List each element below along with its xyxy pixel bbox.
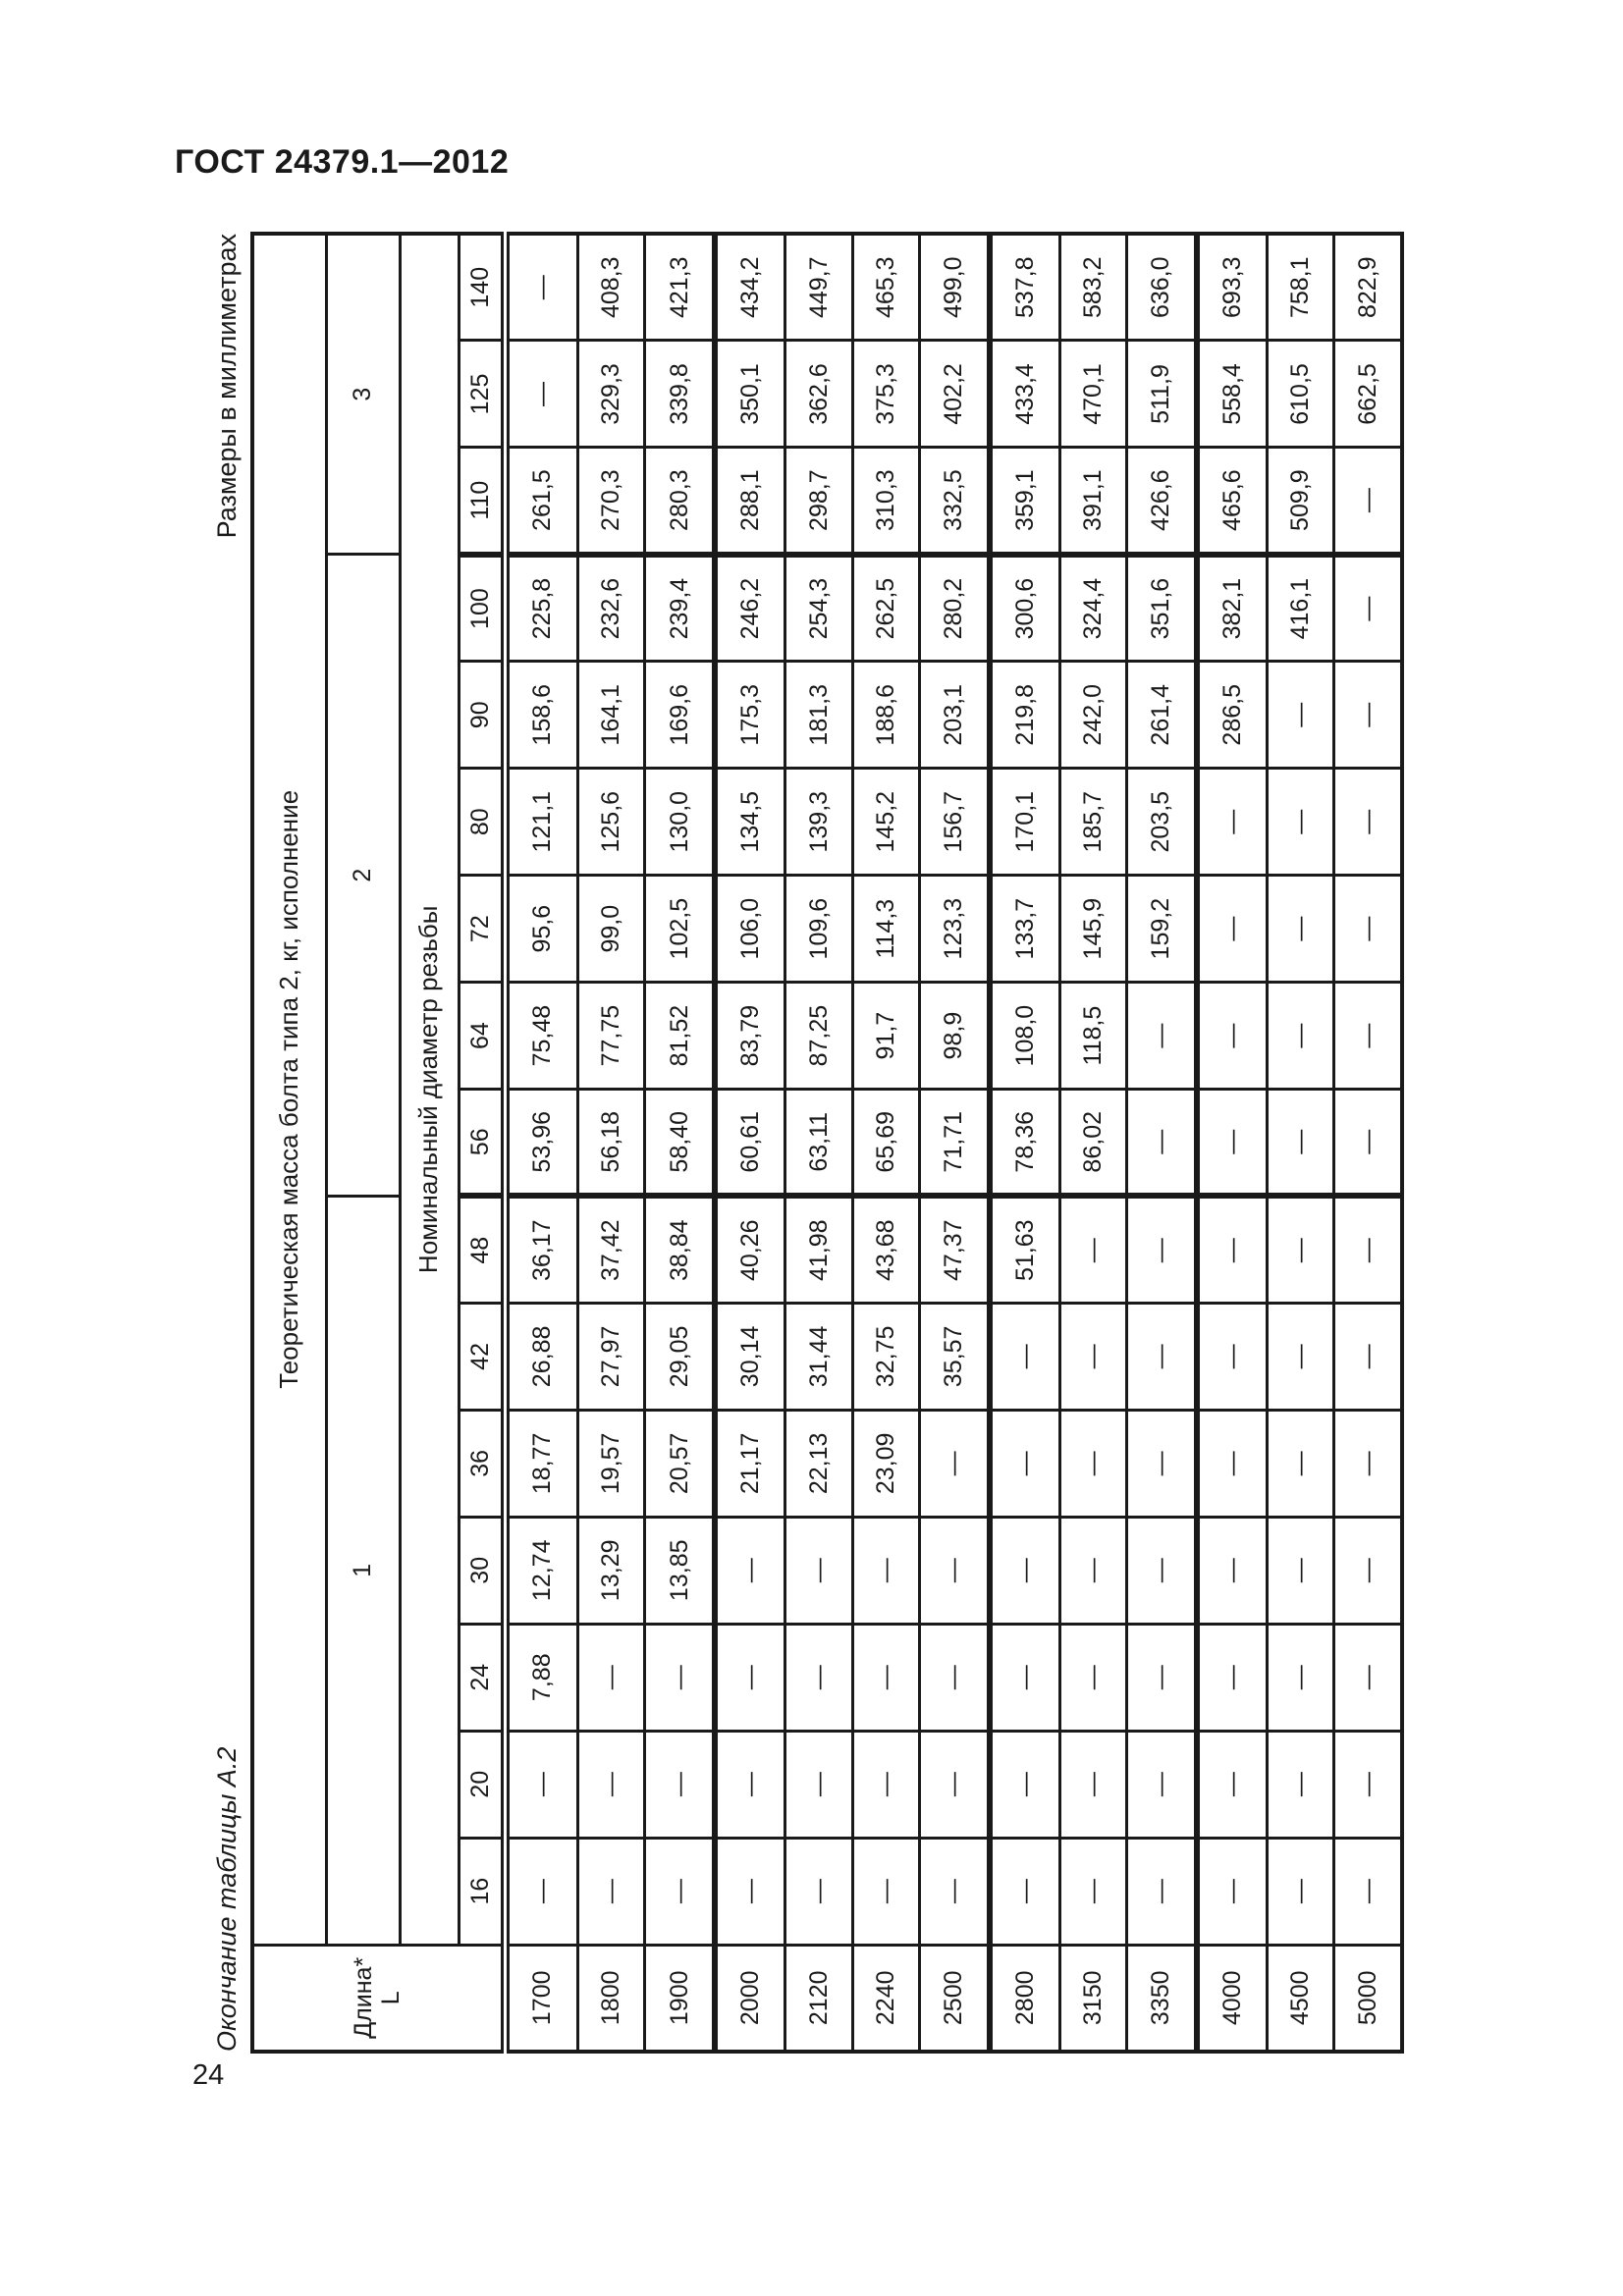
mass-value-cell: 339,8 xyxy=(645,341,715,448)
mass-value-cell: 693,3 xyxy=(1197,234,1267,341)
diameter-label: 72 xyxy=(459,876,505,983)
mass-value-cell: — xyxy=(1059,1731,1126,1838)
mass-value-cell: — xyxy=(1126,1303,1196,1410)
mass-value-cell: — xyxy=(1126,1090,1196,1197)
mass-value-cell: 610,5 xyxy=(1267,341,1333,448)
mass-value-cell: 288,1 xyxy=(715,448,784,555)
mass-value-cell: 130,0 xyxy=(645,769,715,876)
mass-value-cell: 254,3 xyxy=(785,555,852,662)
mass-value-cell: 359,1 xyxy=(990,448,1059,555)
table-row xyxy=(1059,234,1126,2052)
length-cell: 4500 xyxy=(1267,1945,1333,2052)
mass-value-cell: 350,1 xyxy=(715,341,784,448)
mass-value-cell: 40,26 xyxy=(715,1197,784,1304)
mass-value-cell: 36,17 xyxy=(505,1197,578,1304)
mass-value-cell: 382,1 xyxy=(1197,555,1267,662)
mass-value-cell: — xyxy=(1334,1303,1402,1410)
mass-value-cell: 95,6 xyxy=(505,876,578,983)
mass-value-cell: 37,42 xyxy=(578,1197,645,1304)
mass-value-cell: 261,5 xyxy=(505,448,578,555)
mass-value-cell: 7,88 xyxy=(505,1624,578,1731)
mass-value-cell: 246,2 xyxy=(715,555,784,662)
mass-value-cell: 99,0 xyxy=(578,876,645,983)
mass-value-cell: 118,5 xyxy=(1059,983,1126,1090)
mass-value-cell: 86,02 xyxy=(1059,1090,1126,1197)
length-cell: 1900 xyxy=(645,1945,715,2052)
mass-value-cell: 181,3 xyxy=(785,662,852,769)
mass-value-cell: — xyxy=(1197,1624,1267,1731)
mass-value-cell: 58,40 xyxy=(645,1090,715,1197)
mass-value-cell: — xyxy=(1197,1731,1267,1838)
mass-value-cell: — xyxy=(1334,1838,1402,1945)
mass-value-cell: 470,1 xyxy=(1059,341,1126,448)
mass-value-cell: 77,75 xyxy=(578,983,645,1090)
mass-value-cell: 261,4 xyxy=(1126,662,1196,769)
mass-value-cell: — xyxy=(715,1838,784,1945)
mass-value-cell: — xyxy=(1334,1624,1402,1731)
mass-value-cell: — xyxy=(990,1517,1059,1624)
mass-value-cell: — xyxy=(578,1624,645,1731)
mass-value-cell: 159,2 xyxy=(1126,876,1196,983)
mass-value-cell: 78,36 xyxy=(990,1090,1059,1197)
table-caption: Окончание таблицы А.2 xyxy=(212,1746,242,2052)
mass-value-cell: — xyxy=(645,1624,715,1731)
mass-value-cell: — xyxy=(990,1410,1059,1517)
table-row xyxy=(715,234,784,2052)
length-cell: 2120 xyxy=(785,1945,852,2052)
mass-value-cell: 114,3 xyxy=(852,876,919,983)
mass-value-cell: — xyxy=(1267,1090,1333,1197)
mass-value-cell: — xyxy=(990,1731,1059,1838)
mass-value-cell: 26,88 xyxy=(505,1303,578,1410)
mass-value-cell: — xyxy=(1197,1410,1267,1517)
mass-value-cell: 145,9 xyxy=(1059,876,1126,983)
standard-title: ГОСТ 24379.1—2012 xyxy=(175,143,510,181)
mass-value-cell: — xyxy=(919,1410,989,1517)
mass-value-cell: — xyxy=(1197,1838,1267,1945)
mass-value-cell: — xyxy=(505,1731,578,1838)
mass-value-cell: — xyxy=(645,1731,715,1838)
mass-value-cell: 145,2 xyxy=(852,769,919,876)
mass-value-cell: 583,2 xyxy=(1059,234,1126,341)
mass-value-cell: 286,5 xyxy=(1197,662,1267,769)
length-cell: 5000 xyxy=(1334,1945,1402,2052)
diameter-header-cell: Номинальный диаметр резьбы xyxy=(400,234,459,1945)
mass-value-cell: 426,6 xyxy=(1126,448,1196,555)
mass-value-cell: — xyxy=(1267,1624,1333,1731)
mass-value-cell: 324,4 xyxy=(1059,555,1126,662)
table-row xyxy=(1126,234,1196,2052)
mass-value-cell: 170,1 xyxy=(990,769,1059,876)
mass-value-cell: 280,2 xyxy=(919,555,989,662)
mass-value-cell: 106,0 xyxy=(715,876,784,983)
diameter-label: 80 xyxy=(459,769,505,876)
table-row xyxy=(1197,234,1267,2052)
mass-value-cell: 27,97 xyxy=(578,1303,645,1410)
mass-value-cell: 822,9 xyxy=(1334,234,1402,341)
diameter-label: 24 xyxy=(459,1624,505,1731)
mass-value-cell: 12,74 xyxy=(505,1517,578,1624)
mass-value-cell: — xyxy=(1267,1410,1333,1517)
mass-value-cell: 32,75 xyxy=(852,1303,919,1410)
mass-value-cell: — xyxy=(715,1517,784,1624)
mass-value-cell: — xyxy=(785,1731,852,1838)
mass-value-cell: 465,6 xyxy=(1197,448,1267,555)
mass-value-cell: 362,6 xyxy=(785,341,852,448)
mass-value-cell: — xyxy=(1197,983,1267,1090)
mass-value-cell: 121,1 xyxy=(505,769,578,876)
table-row xyxy=(852,234,919,2052)
mass-value-cell: — xyxy=(715,1624,784,1731)
mass-value-cell: — xyxy=(1197,1090,1267,1197)
mass-value-cell: 56,18 xyxy=(578,1090,645,1197)
mass-value-cell: 164,1 xyxy=(578,662,645,769)
mass-value-cell: — xyxy=(1126,1624,1196,1731)
mass-value-cell: 758,1 xyxy=(1267,234,1333,341)
mass-value-cell: — xyxy=(1334,1517,1402,1624)
mass-value-cell: 21,17 xyxy=(715,1410,784,1517)
mass-value-cell: 242,0 xyxy=(1059,662,1126,769)
mass-value-cell: 232,6 xyxy=(578,555,645,662)
mass-value-cell: 125,6 xyxy=(578,769,645,876)
mass-value-cell: — xyxy=(578,1731,645,1838)
mass-value-cell: 23,09 xyxy=(852,1410,919,1517)
mass-value-cell: 434,2 xyxy=(715,234,784,341)
mass-value-cell: — xyxy=(852,1624,919,1731)
mass-value-cell: — xyxy=(1126,983,1196,1090)
diameter-label: 36 xyxy=(459,1410,505,1517)
diameter-label: 16 xyxy=(459,1838,505,1945)
mass-value-cell: 239,4 xyxy=(645,555,715,662)
mass-value-cell: 98,9 xyxy=(919,983,989,1090)
mass-value-cell: 20,57 xyxy=(645,1410,715,1517)
mass-value-cell: 300,6 xyxy=(990,555,1059,662)
mass-value-cell: 310,3 xyxy=(852,448,919,555)
mass-value-cell: 87,25 xyxy=(785,983,852,1090)
mass-value-cell: 83,79 xyxy=(715,983,784,1090)
mass-value-cell: — xyxy=(1334,555,1402,662)
table-row xyxy=(578,234,645,2052)
mass-value-cell: — xyxy=(1059,1838,1126,1945)
mass-value-cell: 511,9 xyxy=(1126,341,1196,448)
mass-value-cell: — xyxy=(1334,983,1402,1090)
table-row xyxy=(505,234,578,2052)
mass-value-cell: — xyxy=(1059,1517,1126,1624)
mass-value-cell: 558,4 xyxy=(1197,341,1267,448)
length-cell: 3150 xyxy=(1059,1945,1126,2052)
mass-value-cell: 158,6 xyxy=(505,662,578,769)
mass-value-cell: — xyxy=(990,1838,1059,1945)
mass-value-cell: — xyxy=(1197,769,1267,876)
mass-value-cell: — xyxy=(919,1731,989,1838)
mass-value-cell: — xyxy=(1059,1410,1126,1517)
mass-value-cell: 91,7 xyxy=(852,983,919,1090)
length-cell: 1800 xyxy=(578,1945,645,2052)
mass-value-cell: 102,5 xyxy=(645,876,715,983)
mass-value-cell: 139,3 xyxy=(785,769,852,876)
diameter-label: 20 xyxy=(459,1731,505,1838)
page-number: 24 xyxy=(192,2059,225,2091)
mass-value-cell: — xyxy=(1267,769,1333,876)
mass-value-cell: — xyxy=(1334,1731,1402,1838)
table-row xyxy=(1334,234,1402,2052)
mass-value-cell: — xyxy=(1267,662,1333,769)
mass-value-cell: 203,1 xyxy=(919,662,989,769)
mass-value-cell: 35,57 xyxy=(919,1303,989,1410)
mass-value-cell: — xyxy=(1267,1197,1333,1304)
mass-value-cell: 175,3 xyxy=(715,662,784,769)
length-cell: 2000 xyxy=(715,1945,784,2052)
mass-value-cell: — xyxy=(1334,1090,1402,1197)
mass-value-cell: — xyxy=(1267,1731,1333,1838)
mass-value-cell: 351,6 xyxy=(1126,555,1196,662)
mass-value-cell: 31,44 xyxy=(785,1303,852,1410)
mass-value-cell: 329,3 xyxy=(578,341,645,448)
mass-value-cell: — xyxy=(1334,448,1402,555)
mass-value-cell: 53,96 xyxy=(505,1090,578,1197)
mass-value-cell: 60,61 xyxy=(715,1090,784,1197)
mass-value-cell: 29,05 xyxy=(645,1303,715,1410)
mass-value-cell: — xyxy=(990,1624,1059,1731)
mass-value-cell: — xyxy=(1267,876,1333,983)
table-row xyxy=(645,234,715,2052)
length-column-header xyxy=(252,1945,505,2052)
length-cell: 2240 xyxy=(852,1945,919,2052)
mass-value-cell: — xyxy=(1267,1303,1333,1410)
mass-value-cell: 332,5 xyxy=(919,448,989,555)
mass-value-cell: 51,63 xyxy=(990,1197,1059,1304)
mass-value-cell: 416,1 xyxy=(1267,555,1333,662)
mass-value-cell: — xyxy=(919,1517,989,1624)
mass-value-cell: — xyxy=(1197,1303,1267,1410)
ispolnenie-group-label: 2 xyxy=(326,555,400,1197)
mass-value-cell: — xyxy=(1059,1624,1126,1731)
diameter-label: 125 xyxy=(459,341,505,448)
mass-value-cell: 188,6 xyxy=(852,662,919,769)
diameter-label: 56 xyxy=(459,1090,505,1197)
mass-value-cell: 133,7 xyxy=(990,876,1059,983)
mass-value-cell: — xyxy=(1334,876,1402,983)
mass-value-cell: — xyxy=(1126,1197,1196,1304)
ispolnenie-group-label: 3 xyxy=(326,234,400,555)
mass-value-cell: — xyxy=(852,1838,919,1945)
table-row xyxy=(919,234,989,2052)
mass-value-cell: 509,9 xyxy=(1267,448,1333,555)
diameter-label: 48 xyxy=(459,1197,505,1304)
mass-value-cell: — xyxy=(1334,769,1402,876)
mass-value-cell: 13,85 xyxy=(645,1517,715,1624)
mass-value-cell: — xyxy=(645,1838,715,1945)
mass-value-cell: 19,57 xyxy=(578,1410,645,1517)
mass-value-cell: 375,3 xyxy=(852,341,919,448)
mass-value-cell: 47,37 xyxy=(919,1197,989,1304)
length-cell: 2500 xyxy=(919,1945,989,2052)
mass-value-cell: 43,68 xyxy=(852,1197,919,1304)
mass-value-cell: 219,8 xyxy=(990,662,1059,769)
mass-value-cell: 298,7 xyxy=(785,448,852,555)
bolt-mass-table xyxy=(250,232,1404,2054)
mass-value-cell: — xyxy=(1197,1517,1267,1624)
diameter-label: 140 xyxy=(459,234,505,341)
mass-value-cell: 18,77 xyxy=(505,1410,578,1517)
mass-value-cell: — xyxy=(852,1731,919,1838)
mass-value-cell: 134,5 xyxy=(715,769,784,876)
mass-value-cell: — xyxy=(785,1624,852,1731)
mass-value-cell: 81,52 xyxy=(645,983,715,1090)
mass-value-cell: 185,7 xyxy=(1059,769,1126,876)
mass-value-cell: 270,3 xyxy=(578,448,645,555)
mass-value-cell: 280,3 xyxy=(645,448,715,555)
mass-value-cell: — xyxy=(1126,1410,1196,1517)
mass-value-cell: — xyxy=(505,341,578,448)
mass-value-cell: — xyxy=(1267,983,1333,1090)
mass-value-cell: 63,11 xyxy=(785,1090,852,1197)
mass-value-cell: 13,29 xyxy=(578,1517,645,1624)
length-cell: 2800 xyxy=(990,1945,1059,2052)
mass-value-cell: 109,6 xyxy=(785,876,852,983)
mass-value-cell: 71,71 xyxy=(919,1090,989,1197)
mass-value-cell: — xyxy=(1059,1197,1126,1304)
length-cell: 3350 xyxy=(1126,1945,1196,2052)
mass-value-cell: 391,1 xyxy=(1059,448,1126,555)
mass-value-cell: 225,8 xyxy=(505,555,578,662)
mass-value-cell: — xyxy=(785,1838,852,1945)
length-cell: 1700 xyxy=(505,1945,578,2052)
mass-value-cell: 123,3 xyxy=(919,876,989,983)
diameter-label: 100 xyxy=(459,555,505,662)
mass-value-cell: 262,5 xyxy=(852,555,919,662)
mass-value-cell: — xyxy=(919,1838,989,1945)
mass-value-cell: — xyxy=(715,1731,784,1838)
mass-value-cell: — xyxy=(1334,1197,1402,1304)
mass-value-cell: — xyxy=(1334,662,1402,769)
table-row xyxy=(1267,234,1333,2052)
table-row xyxy=(990,234,1059,2052)
mass-value-cell: 203,5 xyxy=(1126,769,1196,876)
diameter-label: 30 xyxy=(459,1517,505,1624)
mass-value-cell: 22,13 xyxy=(785,1410,852,1517)
diameter-label: 90 xyxy=(459,662,505,769)
ispolnenie-group-label: 1 xyxy=(326,1197,400,1946)
mass-value-cell: — xyxy=(505,234,578,341)
mass-value-cell: 433,4 xyxy=(990,341,1059,448)
caption-row xyxy=(182,232,250,2054)
mass-value-cell: — xyxy=(1197,876,1267,983)
mass-value-cell: — xyxy=(1267,1838,1333,1945)
mass-value-cell: — xyxy=(785,1517,852,1624)
length-header-line1: Длина* xyxy=(349,1956,377,2039)
mass-header-cell: Теоретическая масса болта типа 2, кг, исполнение xyxy=(252,234,326,1945)
mass-value-cell: 38,84 xyxy=(645,1197,715,1304)
mass-value-cell: — xyxy=(1197,1197,1267,1304)
mass-value-cell: 156,7 xyxy=(919,769,989,876)
mass-value-cell: — xyxy=(1126,1838,1196,1945)
mass-value-cell: — xyxy=(505,1838,578,1945)
mass-value-cell: 537,8 xyxy=(990,234,1059,341)
mass-value-cell: — xyxy=(919,1624,989,1731)
mass-value-cell: 30,14 xyxy=(715,1303,784,1410)
units-note: Размеры в миллиметрах xyxy=(212,234,242,539)
rotated-table-block xyxy=(182,232,1404,2054)
mass-value-cell: 499,0 xyxy=(919,234,989,341)
mass-value-cell: — xyxy=(852,1517,919,1624)
mass-value-cell: 465,3 xyxy=(852,234,919,341)
mass-value-cell: 41,98 xyxy=(785,1197,852,1304)
mass-value-cell: 108,0 xyxy=(990,983,1059,1090)
mass-value-cell: 75,48 xyxy=(505,983,578,1090)
length-cell: 4000 xyxy=(1197,1945,1267,2052)
table-row xyxy=(785,234,852,2052)
diameter-label: 110 xyxy=(459,448,505,555)
mass-value-cell: 449,7 xyxy=(785,234,852,341)
mass-value-cell: — xyxy=(990,1303,1059,1410)
mass-value-cell: — xyxy=(1126,1517,1196,1624)
mass-value-cell: 408,3 xyxy=(578,234,645,341)
length-header-line2: L xyxy=(377,1991,406,2005)
mass-value-cell: — xyxy=(1267,1517,1333,1624)
mass-value-cell: 662,5 xyxy=(1334,341,1402,448)
mass-value-cell: 402,2 xyxy=(919,341,989,448)
mass-value-cell: — xyxy=(1126,1731,1196,1838)
mass-value-cell: 65,69 xyxy=(852,1090,919,1197)
mass-value-cell: 636,0 xyxy=(1126,234,1196,341)
mass-value-cell: — xyxy=(578,1838,645,1945)
mass-value-cell: — xyxy=(1334,1410,1402,1517)
mass-value-cell: 421,3 xyxy=(645,234,715,341)
mass-value-cell: 169,6 xyxy=(645,662,715,769)
diameter-label: 42 xyxy=(459,1303,505,1410)
diameter-label: 64 xyxy=(459,983,505,1090)
mass-value-cell: — xyxy=(1059,1303,1126,1410)
